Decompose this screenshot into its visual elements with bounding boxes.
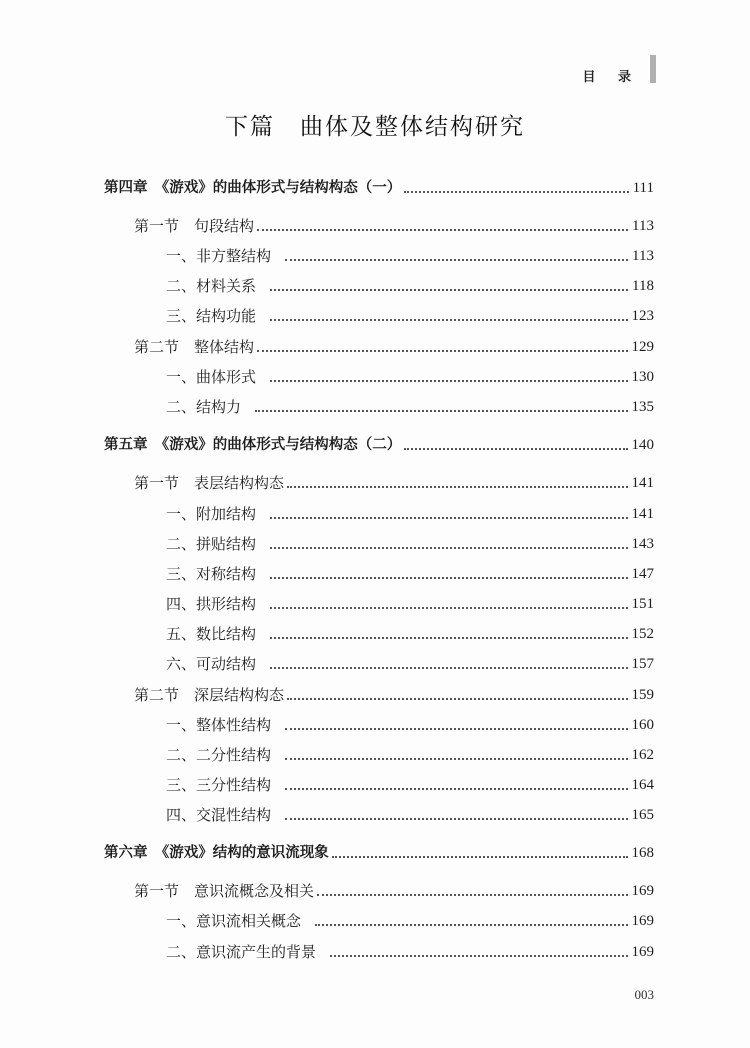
running-head: 目 录	[582, 70, 640, 85]
toc-entry-section[interactable]	[134, 880, 654, 902]
toc-entry-page: 143	[631, 536, 654, 552]
toc-entry-page: 141	[631, 475, 654, 491]
toc-leader-dots	[285, 758, 627, 760]
toc-entry-item[interactable]	[166, 774, 654, 796]
toc-leader-dots	[270, 667, 627, 669]
toc-entry-chapter[interactable]	[104, 177, 654, 199]
toc-entry-label: 四、拱形结构	[166, 595, 257, 613]
part-title: 下篇 曲体及整体结构研究	[225, 114, 525, 140]
toc-entry-page: 141	[631, 506, 654, 522]
toc-entry-item[interactable]	[166, 305, 654, 327]
toc-entry-label: 第四章 《游戏》的曲体形式与结构构态（一）	[104, 180, 402, 196]
toc-leader-dots	[287, 698, 627, 700]
toc-entry-section[interactable]	[134, 684, 654, 706]
toc-leader-dots	[285, 259, 628, 261]
toc-entry-label: 三、结构功能	[166, 307, 257, 325]
toc-entry-item[interactable]	[166, 563, 654, 585]
toc-entry-section[interactable]	[134, 215, 654, 237]
toc-entry-item[interactable]	[166, 275, 654, 297]
toc-entry-label: 一、非方整结构	[166, 247, 272, 265]
toc-entry-item[interactable]	[166, 245, 654, 267]
toc-entry-page: 165	[631, 807, 654, 823]
toc-entry-page: 113	[632, 218, 654, 234]
toc-entry-section[interactable]	[134, 336, 654, 358]
toc-entry-label: 第二节 整体结构	[134, 338, 255, 356]
toc-entry-label: 第一节 句段结构	[134, 217, 255, 235]
page-number: 003	[634, 987, 654, 1002]
toc-leader-dots	[330, 955, 627, 957]
toc-entry-page: 162	[631, 747, 654, 763]
toc-entry-label: 五、数比结构	[166, 625, 257, 643]
toc-leader-dots	[404, 448, 627, 450]
toc-entry-page: 113	[632, 248, 654, 264]
toc-entry-label: 第一节 意识流概念及相关	[134, 882, 315, 900]
running-head-bar	[650, 55, 656, 83]
toc-leader-dots	[285, 788, 627, 790]
toc-leader-dots	[270, 637, 627, 639]
toc-leader-dots	[270, 607, 627, 609]
toc-entry-label: 第六章 《游戏》结构的意识流现象	[104, 845, 329, 861]
toc-leader-dots	[285, 818, 627, 820]
toc-leader-dots	[257, 229, 628, 231]
toc-entry-page: 135	[631, 399, 654, 415]
toc-entry-item[interactable]	[166, 941, 654, 963]
toc-leader-dots	[315, 924, 627, 926]
toc-entry-item[interactable]	[166, 804, 654, 826]
toc-leader-dots	[317, 894, 627, 896]
toc-entry-label: 第五章 《游戏》的曲体形式与结构构态（二）	[104, 437, 402, 453]
toc-entry-chapter[interactable]	[104, 434, 654, 456]
toc-entry-chapter[interactable]	[104, 842, 654, 864]
toc-entry-page: 169	[631, 913, 654, 929]
toc-entry-page: 147	[631, 566, 654, 582]
toc-leader-dots	[332, 856, 628, 858]
toc-entry-label: 二、拼贴结构	[166, 535, 257, 553]
toc-entry-page: 123	[631, 308, 654, 324]
toc-entry-page: 159	[631, 687, 654, 703]
toc-entry-page: 130	[631, 369, 654, 385]
toc-leader-dots	[257, 350, 627, 352]
toc-entry-item[interactable]	[166, 593, 654, 615]
toc-entry-item[interactable]	[166, 714, 654, 736]
toc-entry-label: 二、二分性结构	[166, 746, 272, 764]
toc-entry-item[interactable]	[166, 744, 654, 766]
toc-entry-page: 169	[631, 883, 654, 899]
toc-entry-label: 一、附加结构	[166, 505, 257, 523]
toc-entry-label: 二、结构力	[166, 398, 242, 416]
toc-entry-item[interactable]	[166, 623, 654, 645]
toc-entry-label: 三、三分性结构	[166, 776, 272, 794]
toc-leader-dots	[255, 410, 627, 412]
toc-entry-label: 一、曲体形式	[166, 368, 257, 386]
toc-entry-page: 111	[632, 180, 654, 196]
toc-leader-dots	[270, 319, 627, 321]
toc-entry-label: 一、意识流相关概念	[166, 912, 302, 930]
toc-leader-dots	[270, 547, 627, 549]
toc-entry-page: 151	[631, 596, 654, 612]
toc-entry-page: 164	[631, 777, 654, 793]
toc-leader-dots	[270, 577, 627, 579]
toc-entry-item[interactable]	[166, 396, 654, 418]
toc-entry-label: 第二节 深层结构构态	[134, 686, 285, 704]
toc-leader-dots	[270, 517, 627, 519]
toc-entry-item[interactable]	[166, 910, 654, 932]
toc-entry-label: 一、整体性结构	[166, 716, 272, 734]
toc-entry-label: 六、可动结构	[166, 655, 257, 673]
toc-entry-page: 169	[631, 944, 654, 960]
toc-entry-label: 三、对称结构	[166, 565, 257, 583]
toc-entry-label: 第一节 表层结构构态	[134, 474, 285, 492]
toc-leader-dots	[287, 486, 627, 488]
toc-entry-page: 118	[632, 278, 654, 294]
toc-entry-item[interactable]	[166, 366, 654, 388]
toc-entry-item[interactable]	[166, 503, 654, 525]
toc-leader-dots	[404, 191, 628, 193]
toc-entry-item[interactable]	[166, 653, 654, 675]
toc-leader-dots	[270, 289, 628, 291]
toc-leader-dots	[285, 728, 627, 730]
toc-entry-page: 129	[631, 339, 654, 355]
toc-entry-page: 152	[631, 626, 654, 642]
toc-entry-section[interactable]	[134, 472, 654, 494]
toc-entry-label: 二、意识流产生的背景	[166, 943, 317, 961]
toc-entry-page: 168	[631, 845, 654, 861]
toc-entry-item[interactable]	[166, 533, 654, 555]
toc-entry-label: 二、材料关系	[166, 277, 257, 295]
toc-entry-page: 160	[631, 717, 654, 733]
toc-entry-page: 157	[631, 656, 654, 672]
toc-leader-dots	[270, 380, 627, 382]
toc-entry-page: 140	[631, 437, 654, 453]
toc-entry-label: 四、交混性结构	[166, 806, 272, 824]
